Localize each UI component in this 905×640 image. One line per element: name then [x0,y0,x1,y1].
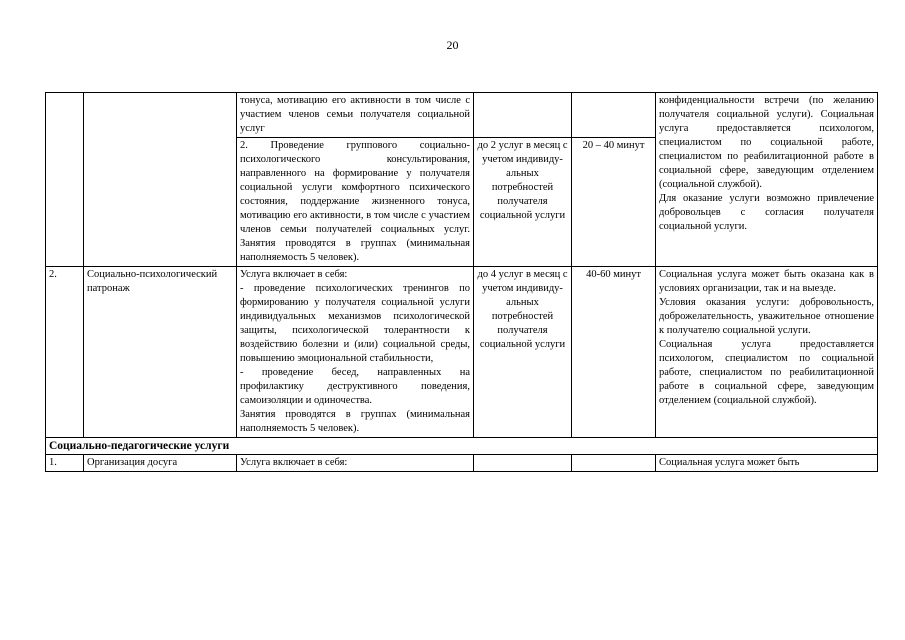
cell-conditions: Социальная услуга может быть [656,455,878,472]
cell-service-name [84,93,237,267]
cell-description: тонуса, мотивацию его активности в том числе с участием членов семьи получателя социальной услуг [237,93,474,138]
description-item: - проведение бесед, направленных на профилактику деструктивного поведения, самоизоляции и одиночества. [240,367,470,406]
cell-description: Услуга включает в себя: [237,455,474,472]
description-item: - проведение психологических тренингов по формированию у получателя социальной услуги индивидуальных механизмов психологической защиты, психологической толерантности к воздействию болезни и (или) социальной среды, повышению эмоциональной стабильности, [240,283,470,364]
cell-number [46,93,84,267]
cell-conditions [656,267,878,438]
cell-volume [474,93,572,138]
services-table [45,92,878,472]
cell-number: 2. [46,267,84,438]
cell-time [572,93,656,138]
cell-time: 40-60 минут [572,267,656,438]
table-row [46,455,878,472]
page-number: 20 [446,38,459,52]
cell-volume: до 4 услуг в месяц с учетом индивиду-альных потребностей получателя социальной услуги [474,267,572,438]
cell-number: 1. [46,455,84,472]
conditions-paragraph: конфиденциальности встречи (по желанию получателя социальной услуги). Социальная услуга предоставляется психологом, специалистом по социальной работе, специалистом по реабилитационной работе в социальной сфере, заведующим отделением (социальной службой). [659,95,874,190]
cell-conditions [656,93,878,267]
description-heading: Услуга включает в себя: [240,269,348,280]
conditions-paragraph: Социальная услуга может быть оказана как в условиях организации, так и на выезде. [659,269,874,294]
cell-description: 2. Проведение группового социально-психологического консультирования, направленного на формирование у получателя социальной услуги комфортного психического состояния, поддержание жизненного тонуса, мотивацию его активности, в том числе с участием членов семьи получателей социальных услуг. Занятия проводятся в группах (минимальная наполняемость 5 человек). [237,138,474,267]
table-row [46,93,878,138]
cell-time: 20 – 40 минут [572,138,656,267]
cell-service-name: Социально-психологический патронаж [84,267,237,438]
conditions-paragraph: Социальная услуга предоставляется психологом, специалистом по социальной работе, специалистом по реабилитационной работе в социальной сфере, заведующим отделением (социальной службой). [659,339,874,406]
table-row [46,267,878,438]
conditions-paragraph: Для оказание услуги возможно привлечение добровольцев с согласия получателя социальной услуги. [659,193,874,232]
cell-service-name: Организация досуга [84,455,237,472]
section-header-row [46,438,878,455]
cell-volume: до 2 услуг в месяц с учетом индивиду-альных потребностей получателя социальной услуги [474,138,572,267]
conditions-paragraph: Условия оказания услуги: добровольность, доброжелательность, уважительное отношение к получателю социальной услуги. [659,297,874,336]
section-title: Социально-педагогические услуги [46,438,878,455]
description-item: Занятия проводятся в группах (минимальная наполняемость 5 человек). [240,409,470,434]
cell-volume [474,455,572,472]
cell-description [237,267,474,438]
cell-time [572,455,656,472]
